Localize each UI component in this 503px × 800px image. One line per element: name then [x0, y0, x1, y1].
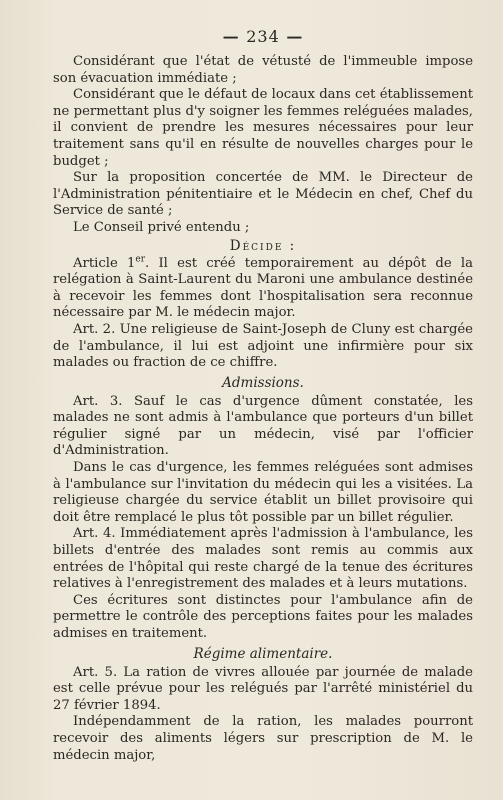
page-number-value: 234: [246, 27, 280, 46]
article-1: [53, 256, 473, 322]
section-title-admissions: Admissions.: [222, 374, 304, 391]
paragraph-considerant-vetuste: Considérant que l'état de vétusté de l'immeuble impose son évacuation immédiate ;: [53, 54, 473, 86]
paragraph-proposition: Sur la proposition concertée de MM. le Directeur de l'Administration pénitentiaire et le Médecin en chef, Chef du Service de santé ;: [53, 170, 473, 219]
article-2: Art. 2. Une religieuse de Saint-Joseph de Cluny est chargée de l'ambulance, il lui est adjoint une infirmière pour six malades ou fraction de ce chiffre.: [53, 321, 473, 371]
article-3: Art. 3. Sauf le cas d'urgence dûment constatée, les malades ne sont admis à l'ambulance que porteurs d'un billet régulier signé par un médecin, visé par l'officier d'Administration.: [53, 393, 473, 459]
page-number: [53, 28, 473, 46]
page-number-right-rule: —: [279, 27, 304, 46]
article-1-superscript: er: [135, 254, 146, 265]
paragraph-conseil-prive: Le Conseil privé entendu ;: [73, 219, 250, 235]
paragraph-ecritures: Ces écritures sont distinctes pour l'ambulance afin de permettre le contrôle des perceptions faites pour les malades admises en traitement.: [53, 592, 473, 641]
article-4: Art. 4. Immédiatement après l'admission à l'ambulance, les billets d'entrée des malades sont remis au commis aux entrées de l'hôpital qui reste chargé de la tenue des écritures relatives à l'enregistrement des malades et à leurs mutations.: [53, 526, 473, 592]
paragraph-independamment: Indépendamment de la ration, les malades pourront recevoir des aliments légers sur prescription de M. le médecin major,: [53, 714, 473, 763]
section-title-regime: Régime alimentaire.: [193, 645, 333, 662]
article-1-prefix: Article 1: [73, 255, 136, 271]
decide-heading: Décide :: [229, 237, 297, 254]
paragraph-considerant-locaux: Considérant que le défaut de locaux dans cet établissement ne permettant plus d'y soigner les femmes reléguées malades, il convient de prendre les mesures nécessaires pour leur traitement sans qu'il en résulte de nouvelles charges pour le budget ;: [53, 87, 473, 169]
article-1-text: . Il est créé temporairement au dépôt de la relégation à Saint-Laurent du Maroni une ambulance destinée à recevoir les femmes dont l'hospitalisation sera reconnue nécessaire par M. le médecin major.: [53, 255, 473, 321]
paragraph-urgence: Dans le cas d'urgence, les femmes reléguées sont admises à l'ambulance sur l'invitation du médecin qui les a visitées. La religieuse chargée du service établit un billet provisoire qui doit être remplacé le plus tôt possible par un billet régulier.: [53, 460, 473, 525]
page-number-left-rule: —: [222, 27, 247, 46]
article-5: Art. 5. La ration de vivres allouée par journée de malade est celle prévue pour les relégués par l'arrêté ministériel du 27 février 1894.: [53, 664, 473, 713]
